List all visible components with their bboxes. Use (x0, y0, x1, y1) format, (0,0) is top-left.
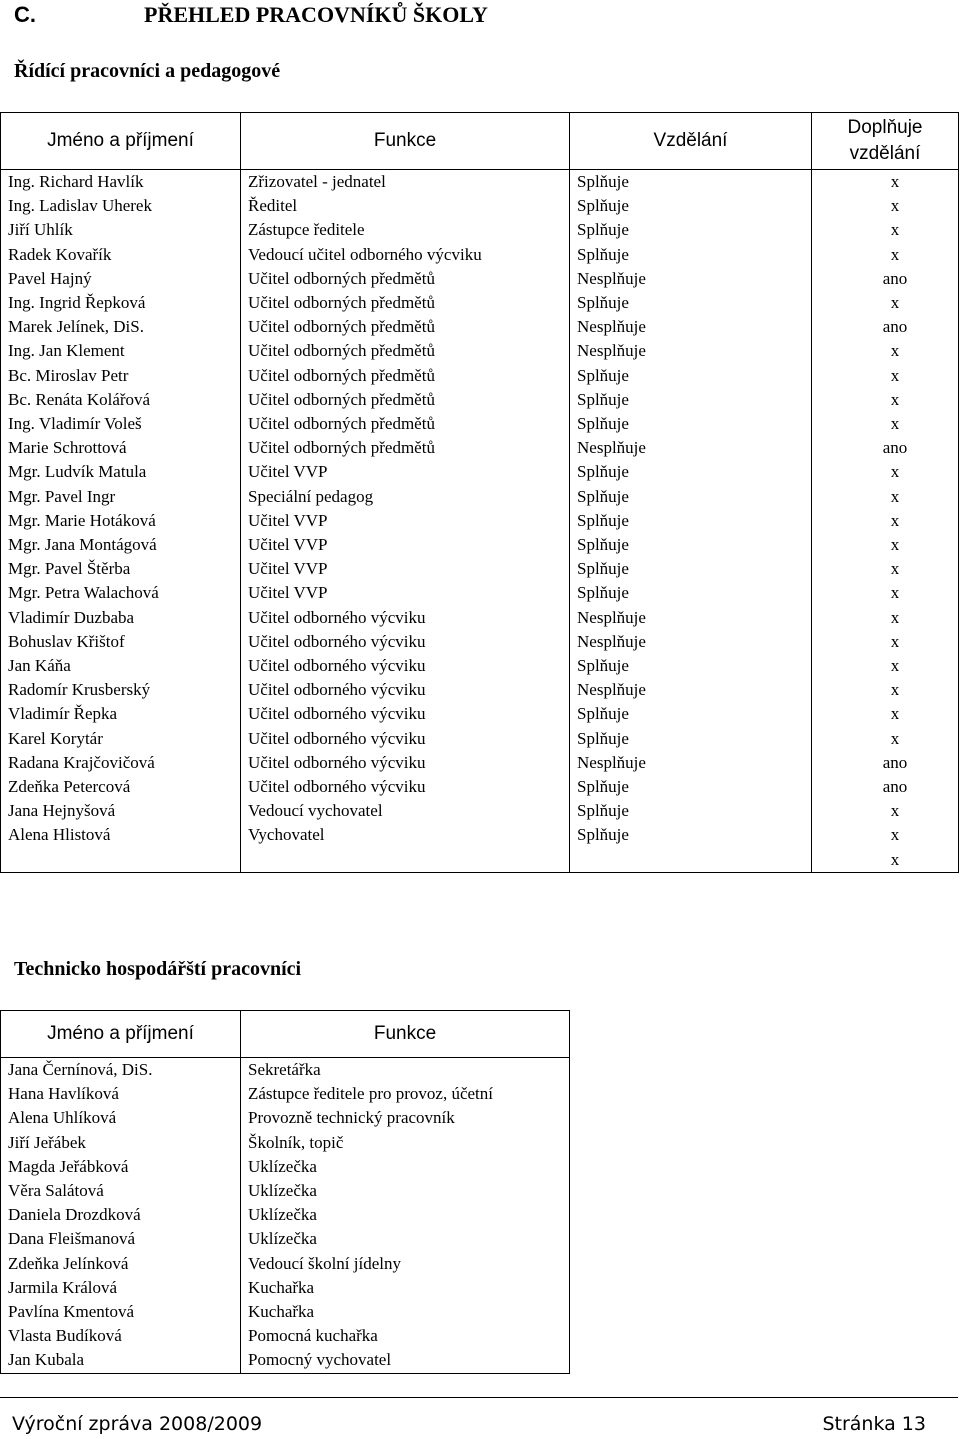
cell-name: Jana Černínová, DiS. (1, 1058, 241, 1083)
cell-education: Splňuje (570, 485, 812, 509)
cell-name: Jana Hejnyšová (1, 799, 241, 823)
cell-function: Kuchařka (241, 1276, 570, 1300)
cell-supplementing: x (812, 388, 959, 412)
cell-education: Nesplňuje (570, 315, 812, 339)
cell-education: Splňuje (570, 170, 812, 195)
cell-function: Vychovatel (241, 823, 570, 847)
cell-function: Ředitel (241, 194, 570, 218)
cell-function (241, 848, 570, 873)
cell-function: Speciální pedagog (241, 485, 570, 509)
cell-function: Učitel odborných předmětů (241, 436, 570, 460)
table-row (1, 775, 959, 799)
section-heading (14, 2, 488, 28)
cell-function: Zástupce ředitele pro provoz, účetní (241, 1082, 570, 1106)
cell-function: Pomocná kuchařka (241, 1324, 570, 1348)
cell-function: Učitel VVP (241, 581, 570, 605)
cell-name: Mgr. Pavel Štěrba (1, 557, 241, 581)
table-row (1, 630, 959, 654)
table-row (1, 1058, 570, 1083)
table-row (1, 218, 959, 242)
cell-education: Nesplňuje (570, 606, 812, 630)
cell-name: Vlasta Budíková (1, 1324, 241, 1348)
cell-education: Splňuje (570, 291, 812, 315)
table-row (1, 1179, 570, 1203)
cell-function: Učitel odborných předmětů (241, 364, 570, 388)
cell-name: Daniela Drozdková (1, 1203, 241, 1227)
cell-supplementing: x (812, 823, 959, 847)
cell-function: Učitel odborných předmětů (241, 412, 570, 436)
table-row (1, 678, 959, 702)
col-header-function: Funkce (241, 113, 570, 170)
cell-supplementing: x (812, 485, 959, 509)
footer-report-title: Výroční zpráva 2008/2009 (12, 1413, 263, 1435)
cell-function: Učitel VVP (241, 557, 570, 581)
cell-supplementing: x (812, 848, 959, 873)
cell-function: Pomocný vychovatel (241, 1348, 570, 1373)
cell-supplementing: x (812, 194, 959, 218)
technical-heading: Technicko hospodářští pracovníci (14, 958, 302, 980)
cell-education: Splňuje (570, 654, 812, 678)
cell-supplementing: x (812, 630, 959, 654)
cell-education: Nesplňuje (570, 267, 812, 291)
cell-supplementing: x (812, 364, 959, 388)
cell-education: Splňuje (570, 727, 812, 751)
staff-table (0, 112, 959, 873)
table-row (1, 799, 959, 823)
table-row (1, 1106, 570, 1130)
cell-supplementing: ano (812, 436, 959, 460)
table-row (1, 267, 959, 291)
table-row (1, 1348, 570, 1373)
cell-function: Vedoucí vychovatel (241, 799, 570, 823)
cell-function: Uklízečka (241, 1227, 570, 1251)
cell-function: Učitel odborného výcviku (241, 775, 570, 799)
cell-education: Splňuje (570, 702, 812, 726)
table-row (1, 533, 959, 557)
cell-function: Učitel VVP (241, 460, 570, 484)
cell-supplementing: x (812, 509, 959, 533)
cell-education: Splňuje (570, 218, 812, 242)
table-row (1, 1276, 570, 1300)
cell-function: Učitel odborných předmětů (241, 291, 570, 315)
table-row (1, 460, 959, 484)
col-header-name: Jméno a příjmení (1, 1011, 241, 1058)
table-row (1, 364, 959, 388)
table-row (1, 702, 959, 726)
cell-name: Bohuslav Křištof (1, 630, 241, 654)
table-row (1, 1155, 570, 1179)
cell-education: Splňuje (570, 509, 812, 533)
cell-name: Ing. Ingrid Řepková (1, 291, 241, 315)
cell-function: Učitel VVP (241, 533, 570, 557)
cell-education: Splňuje (570, 364, 812, 388)
cell-supplementing: x (812, 218, 959, 242)
cell-supplementing: ano (812, 751, 959, 775)
cell-function: Školník, topič (241, 1131, 570, 1155)
cell-name: Mgr. Pavel Ingr (1, 485, 241, 509)
cell-name: Vladimír Duzbaba (1, 606, 241, 630)
table-row (1, 1252, 570, 1276)
cell-name: Jan Káňa (1, 654, 241, 678)
cell-name: Ing. Ladislav Uherek (1, 194, 241, 218)
table-row (1, 412, 959, 436)
cell-function: Uklízečka (241, 1155, 570, 1179)
table-row (1, 654, 959, 678)
table-row (1, 581, 959, 605)
cell-function: Učitel odborného výcviku (241, 678, 570, 702)
cell-name: Radomír Krusberský (1, 678, 241, 702)
technical-table (0, 1010, 570, 1374)
cell-name: Ing. Vladimír Voleš (1, 412, 241, 436)
cell-supplementing: x (812, 678, 959, 702)
cell-supplementing: x (812, 533, 959, 557)
cell-function: Učitel odborného výcviku (241, 630, 570, 654)
table-row (1, 243, 959, 267)
cell-name: Hana Havlíková (1, 1082, 241, 1106)
cell-education: Nesplňuje (570, 751, 812, 775)
cell-function: Učitel odborného výcviku (241, 727, 570, 751)
cell-name: Jiří Jeřábek (1, 1131, 241, 1155)
cell-education: Nesplňuje (570, 678, 812, 702)
section-letter: C. (14, 2, 36, 27)
cell-name: Jarmila Králová (1, 1276, 241, 1300)
cell-supplementing: x (812, 606, 959, 630)
cell-supplementing: x (812, 727, 959, 751)
cell-supplementing: x (812, 557, 959, 581)
cell-education (570, 848, 812, 873)
cell-name: Pavel Hajný (1, 267, 241, 291)
table-row (1, 557, 959, 581)
cell-name: Alena Hlistová (1, 823, 241, 847)
cell-education: Splňuje (570, 412, 812, 436)
cell-supplementing: x (812, 291, 959, 315)
table-row (1, 388, 959, 412)
table-row (1, 315, 959, 339)
cell-function: Učitel odborných předmětů (241, 315, 570, 339)
cell-name: Mgr. Ludvík Matula (1, 460, 241, 484)
cell-education: Nesplňuje (570, 339, 812, 363)
cell-supplementing: x (812, 339, 959, 363)
cell-function: Učitel odborného výcviku (241, 606, 570, 630)
cell-name (1, 848, 241, 873)
footer-divider (0, 1397, 958, 1398)
cell-education: Splňuje (570, 388, 812, 412)
cell-name: Vladimír Řepka (1, 702, 241, 726)
footer-page-number: Stránka 13 (822, 1413, 926, 1435)
cell-supplementing: x (812, 243, 959, 267)
cell-name: Marek Jelínek, DiS. (1, 315, 241, 339)
cell-supplementing: x (812, 412, 959, 436)
staff-heading: Řídící pracovníci a pedagogové (14, 60, 281, 82)
cell-education: Splňuje (570, 823, 812, 847)
cell-education: Splňuje (570, 460, 812, 484)
cell-name: Bc. Renáta Kolářová (1, 388, 241, 412)
cell-supplementing: x (812, 654, 959, 678)
table-row (1, 848, 959, 873)
table-row (1, 485, 959, 509)
section-title: PŘEHLED PRACOVNÍKŮ ŠKOLY (144, 2, 488, 27)
table-row (1, 823, 959, 847)
cell-name: Zdeňka Petercová (1, 775, 241, 799)
cell-education: Splňuje (570, 533, 812, 557)
table-row (1, 1227, 570, 1251)
col-header-supplementing (812, 113, 959, 170)
technical-table-header (1, 1011, 570, 1058)
col-header-name: Jméno a příjmení (1, 113, 241, 170)
cell-supplementing: ano (812, 267, 959, 291)
cell-name: Bc. Miroslav Petr (1, 364, 241, 388)
table-row (1, 436, 959, 460)
cell-supplementing: ano (812, 315, 959, 339)
table-row (1, 170, 959, 195)
cell-function: Uklízečka (241, 1179, 570, 1203)
cell-education: Splňuje (570, 581, 812, 605)
col-header-supplementing-line1: Doplňuje (847, 117, 923, 138)
table-row (1, 1300, 570, 1324)
cell-name: Ing. Jan Klement (1, 339, 241, 363)
cell-name: Marie Schrottová (1, 436, 241, 460)
table-row (1, 291, 959, 315)
cell-function: Uklízečka (241, 1203, 570, 1227)
cell-name: Zdeňka Jelínková (1, 1252, 241, 1276)
staff-table-header (1, 113, 959, 170)
col-header-function: Funkce (241, 1011, 570, 1058)
cell-supplementing: ano (812, 775, 959, 799)
table-row (1, 1131, 570, 1155)
cell-supplementing: x (812, 460, 959, 484)
table-row (1, 606, 959, 630)
cell-function: Učitel VVP (241, 509, 570, 533)
cell-name: Radek Kovařík (1, 243, 241, 267)
cell-name: Mgr. Petra Walachová (1, 581, 241, 605)
cell-name: Věra Salátová (1, 1179, 241, 1203)
cell-education: Splňuje (570, 243, 812, 267)
table-row (1, 1203, 570, 1227)
cell-name: Karel Korytár (1, 727, 241, 751)
cell-function: Učitel odborných předmětů (241, 267, 570, 291)
table-row (1, 1324, 570, 1348)
cell-education: Splňuje (570, 775, 812, 799)
cell-education: Splňuje (570, 799, 812, 823)
cell-function: Vedoucí učitel odborného výcviku (241, 243, 570, 267)
table-row (1, 509, 959, 533)
cell-name: Pavlína Kmentová (1, 1300, 241, 1324)
cell-function: Zástupce ředitele (241, 218, 570, 242)
col-header-supplementing-line2: vzdělání (849, 143, 921, 164)
table-row (1, 194, 959, 218)
cell-name: Ing. Richard Havlík (1, 170, 241, 195)
cell-education: Nesplňuje (570, 436, 812, 460)
cell-supplementing: x (812, 170, 959, 195)
table-row (1, 751, 959, 775)
cell-name: Radana Krajčovičová (1, 751, 241, 775)
cell-name: Alena Uhlíková (1, 1106, 241, 1130)
cell-education: Splňuje (570, 557, 812, 581)
cell-function: Učitel odborných předmětů (241, 339, 570, 363)
col-header-education: Vzdělání (570, 113, 812, 170)
cell-function: Vedoucí školní jídelny (241, 1252, 570, 1276)
cell-name: Jiří Uhlík (1, 218, 241, 242)
cell-function: Zřizovatel - jednatel (241, 170, 570, 195)
table-row (1, 727, 959, 751)
cell-function: Sekretářka (241, 1058, 570, 1083)
cell-education: Nesplňuje (570, 630, 812, 654)
cell-supplementing: x (812, 799, 959, 823)
cell-name: Jan Kubala (1, 1348, 241, 1373)
cell-function: Učitel odborného výcviku (241, 751, 570, 775)
cell-function: Provozně technický pracovník (241, 1106, 570, 1130)
cell-function: Učitel odborného výcviku (241, 654, 570, 678)
cell-function: Kuchařka (241, 1300, 570, 1324)
cell-education: Splňuje (570, 194, 812, 218)
cell-name: Mgr. Marie Hotáková (1, 509, 241, 533)
cell-function: Učitel odborného výcviku (241, 702, 570, 726)
cell-function: Učitel odborných předmětů (241, 388, 570, 412)
cell-supplementing: x (812, 702, 959, 726)
cell-name: Dana Fleišmanová (1, 1227, 241, 1251)
cell-name: Magda Jeřábková (1, 1155, 241, 1179)
table-row (1, 339, 959, 363)
cell-name: Mgr. Jana Montágová (1, 533, 241, 557)
table-row (1, 1082, 570, 1106)
cell-supplementing: x (812, 581, 959, 605)
